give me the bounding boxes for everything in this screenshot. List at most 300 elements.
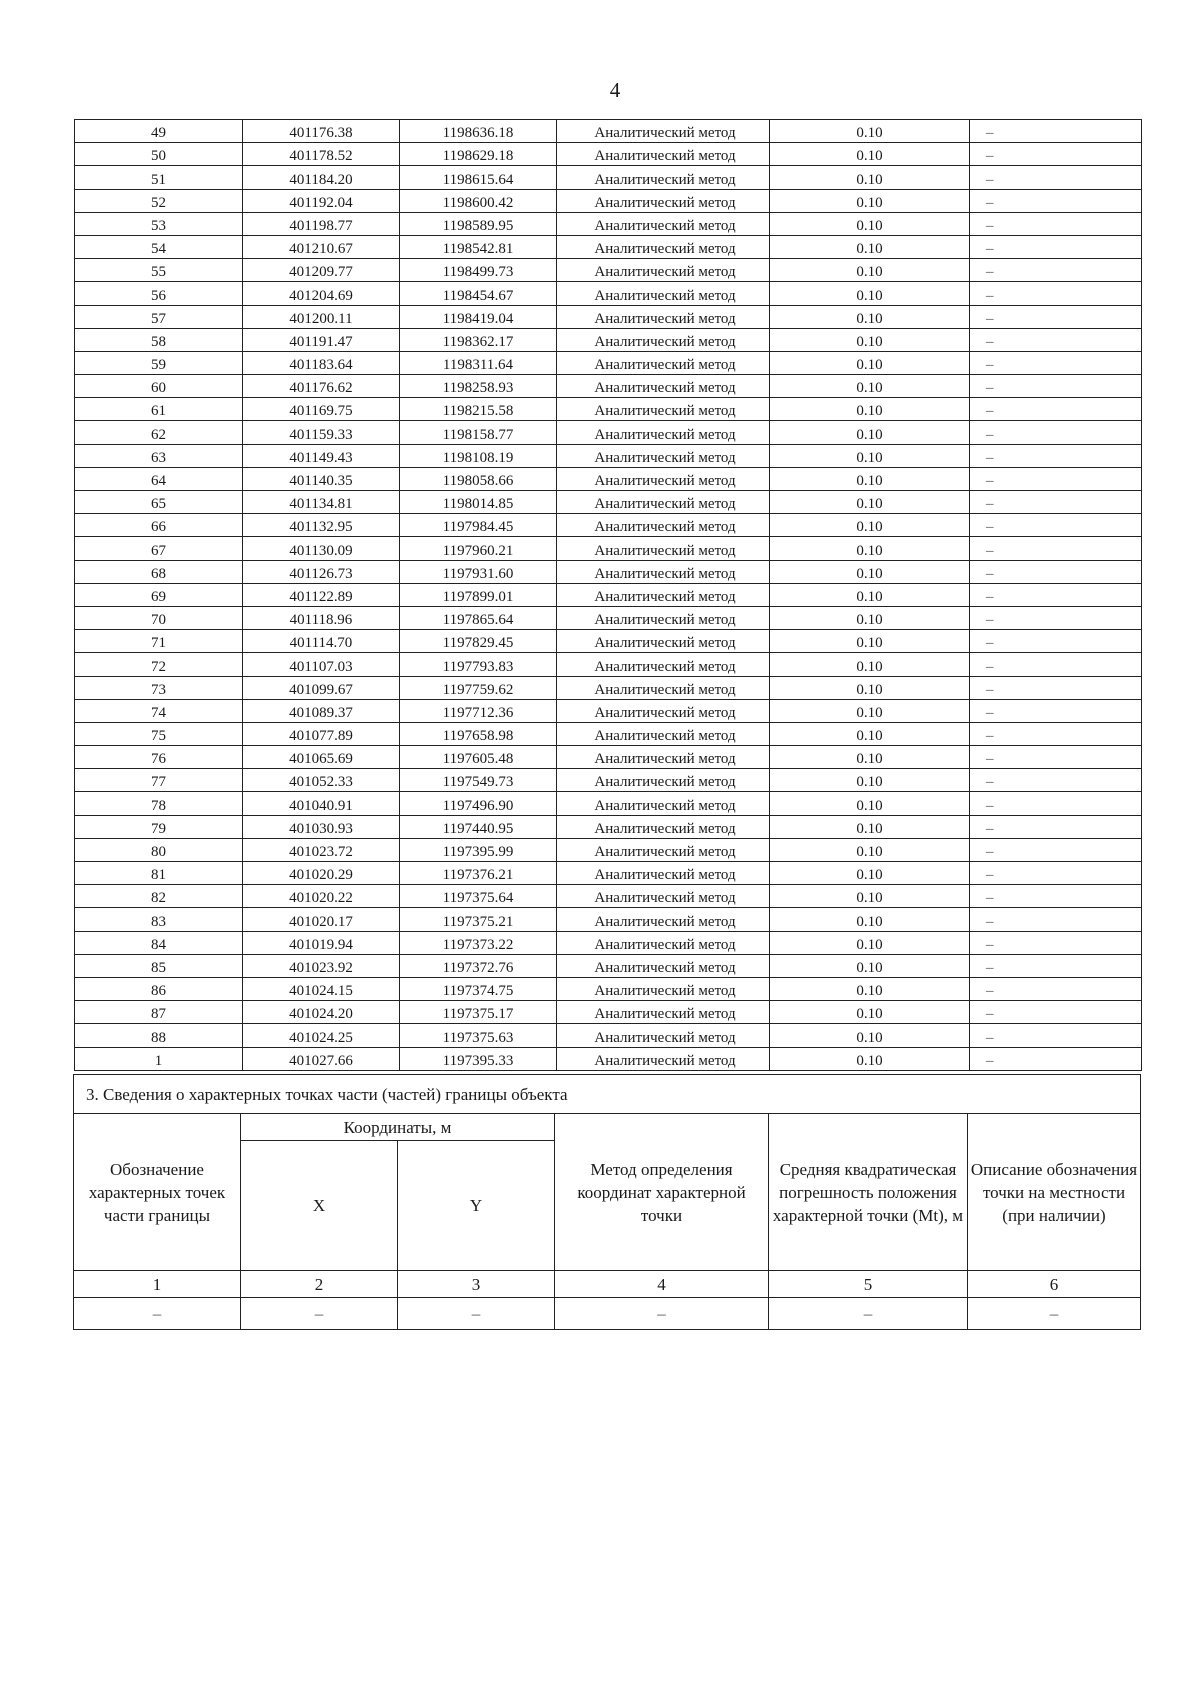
error-cell: 0.10 xyxy=(770,815,970,838)
error-cell: 0.10 xyxy=(770,769,970,792)
point-number: 77 xyxy=(75,769,243,792)
error-cell: 0.10 xyxy=(770,746,970,769)
coordinate-x: 401204.69 xyxy=(243,282,400,305)
method-cell: Аналитический метод xyxy=(557,375,770,398)
error-cell: 0.10 xyxy=(770,514,970,537)
method-cell: Аналитический метод xyxy=(557,1001,770,1024)
point-number: 59 xyxy=(75,351,243,374)
method-cell: Аналитический метод xyxy=(557,1024,770,1047)
table-row xyxy=(75,166,1142,189)
coordinate-y: 1198108.19 xyxy=(400,444,557,467)
table-row xyxy=(75,885,1142,908)
point-number: 87 xyxy=(75,1001,243,1024)
table-row xyxy=(75,954,1142,977)
coordinate-x: 401132.95 xyxy=(243,514,400,537)
description-cell: – xyxy=(970,583,1142,606)
point-number: 1 xyxy=(75,1047,243,1070)
method-cell: Аналитический метод xyxy=(557,699,770,722)
coordinate-y: 1198311.64 xyxy=(400,351,557,374)
coordinate-y: 1197375.17 xyxy=(400,1001,557,1024)
table-row xyxy=(75,375,1142,398)
coordinate-y: 1197759.62 xyxy=(400,676,557,699)
coordinate-x: 401178.52 xyxy=(243,143,400,166)
empty-cell: – xyxy=(241,1298,398,1330)
point-number: 60 xyxy=(75,375,243,398)
coordinate-x: 401024.25 xyxy=(243,1024,400,1047)
table-row xyxy=(75,606,1142,629)
table-row xyxy=(75,862,1142,885)
point-number: 66 xyxy=(75,514,243,537)
description-cell: – xyxy=(970,885,1142,908)
description-cell: – xyxy=(970,862,1142,885)
coordinate-y: 1198362.17 xyxy=(400,328,557,351)
method-cell: Аналитический метод xyxy=(557,166,770,189)
description-cell: – xyxy=(970,908,1142,931)
coordinate-x: 401169.75 xyxy=(243,398,400,421)
coordinate-x: 401030.93 xyxy=(243,815,400,838)
point-number: 75 xyxy=(75,722,243,745)
coordinate-x: 401176.62 xyxy=(243,375,400,398)
coordinate-x: 401192.04 xyxy=(243,189,400,212)
coordinate-x: 401077.89 xyxy=(243,722,400,745)
error-cell: 0.10 xyxy=(770,862,970,885)
error-cell: 0.10 xyxy=(770,1024,970,1047)
coordinate-x: 401122.89 xyxy=(243,583,400,606)
coordinate-y: 1197375.63 xyxy=(400,1024,557,1047)
coordinate-y: 1197865.64 xyxy=(400,606,557,629)
table-row xyxy=(75,1047,1142,1070)
coordinate-x: 401020.17 xyxy=(243,908,400,931)
point-number: 52 xyxy=(75,189,243,212)
coordinate-y: 1197658.98 xyxy=(400,722,557,745)
table-row xyxy=(75,815,1142,838)
method-cell: Аналитический метод xyxy=(557,954,770,977)
description-cell: – xyxy=(970,954,1142,977)
point-number: 58 xyxy=(75,328,243,351)
coordinate-x: 401114.70 xyxy=(243,630,400,653)
coordinate-x: 401040.91 xyxy=(243,792,400,815)
description-cell: – xyxy=(970,120,1142,143)
description-cell: – xyxy=(970,1024,1142,1047)
point-number: 86 xyxy=(75,977,243,1000)
method-cell: Аналитический метод xyxy=(557,467,770,490)
coordinate-x: 401052.33 xyxy=(243,769,400,792)
description-cell: – xyxy=(970,699,1142,722)
point-number: 88 xyxy=(75,1024,243,1047)
error-cell: 0.10 xyxy=(770,537,970,560)
coordinate-y: 1198499.73 xyxy=(400,259,557,282)
empty-cell: – xyxy=(74,1298,241,1330)
description-cell: – xyxy=(970,676,1142,699)
method-cell: Аналитический метод xyxy=(557,977,770,1000)
table-row xyxy=(75,630,1142,653)
description-cell: – xyxy=(970,746,1142,769)
method-cell: Аналитический метод xyxy=(557,189,770,212)
table-row xyxy=(75,212,1142,235)
coordinate-x: 401089.37 xyxy=(243,699,400,722)
column-number-1: 1 xyxy=(74,1271,241,1298)
point-number: 50 xyxy=(75,143,243,166)
coordinate-y: 1197549.73 xyxy=(400,769,557,792)
coordinate-y: 1198258.93 xyxy=(400,375,557,398)
table-row xyxy=(75,120,1142,143)
method-cell: Аналитический метод xyxy=(557,282,770,305)
point-number: 76 xyxy=(75,746,243,769)
point-number: 84 xyxy=(75,931,243,954)
table-row xyxy=(75,282,1142,305)
header-y: Y xyxy=(398,1141,555,1271)
empty-cell: – xyxy=(769,1298,968,1330)
coordinate-x: 401176.38 xyxy=(243,120,400,143)
error-cell: 0.10 xyxy=(770,235,970,258)
point-number: 70 xyxy=(75,606,243,629)
method-cell: Аналитический метод xyxy=(557,421,770,444)
error-cell: 0.10 xyxy=(770,1047,970,1070)
error-cell: 0.10 xyxy=(770,259,970,282)
description-cell: – xyxy=(970,769,1142,792)
coordinate-y: 1197395.33 xyxy=(400,1047,557,1070)
point-number: 67 xyxy=(75,537,243,560)
coordinate-y: 1198454.67 xyxy=(400,282,557,305)
table-row xyxy=(75,1024,1142,1047)
error-cell: 0.10 xyxy=(770,699,970,722)
description-cell: – xyxy=(970,166,1142,189)
table-row xyxy=(75,838,1142,861)
description-cell: – xyxy=(970,421,1142,444)
table-row xyxy=(75,676,1142,699)
table-row xyxy=(75,931,1142,954)
point-number: 82 xyxy=(75,885,243,908)
method-cell: Аналитический метод xyxy=(557,722,770,745)
description-cell: – xyxy=(970,259,1142,282)
coordinate-x: 401210.67 xyxy=(243,235,400,258)
coordinate-y: 1198058.66 xyxy=(400,467,557,490)
description-cell: – xyxy=(970,398,1142,421)
coordinate-x: 401107.03 xyxy=(243,653,400,676)
coordinate-y: 1197605.48 xyxy=(400,746,557,769)
coordinate-y: 1197440.95 xyxy=(400,815,557,838)
error-cell: 0.10 xyxy=(770,282,970,305)
error-cell: 0.10 xyxy=(770,351,970,374)
method-cell: Аналитический метод xyxy=(557,815,770,838)
header-point-designation: Обозначение характерных точек части границы xyxy=(74,1114,241,1271)
coordinate-x: 401149.43 xyxy=(243,444,400,467)
method-cell: Аналитический метод xyxy=(557,862,770,885)
coordinate-x: 401020.29 xyxy=(243,862,400,885)
method-cell: Аналитический метод xyxy=(557,746,770,769)
description-cell: – xyxy=(970,838,1142,861)
coordinate-y: 1197372.76 xyxy=(400,954,557,977)
error-cell: 0.10 xyxy=(770,189,970,212)
method-cell: Аналитический метод xyxy=(557,235,770,258)
description-cell: – xyxy=(970,491,1142,514)
section3-table xyxy=(73,1074,1141,1330)
description-cell: – xyxy=(970,560,1142,583)
error-cell: 0.10 xyxy=(770,792,970,815)
point-number: 73 xyxy=(75,676,243,699)
method-cell: Аналитический метод xyxy=(557,653,770,676)
table-row xyxy=(75,537,1142,560)
coordinate-x: 401191.47 xyxy=(243,328,400,351)
method-cell: Аналитический метод xyxy=(557,351,770,374)
table-row xyxy=(75,514,1142,537)
error-cell: 0.10 xyxy=(770,977,970,1000)
point-number: 55 xyxy=(75,259,243,282)
coordinates-table xyxy=(74,119,1142,1071)
description-cell: – xyxy=(970,212,1142,235)
table-row xyxy=(75,143,1142,166)
table-row xyxy=(75,189,1142,212)
table-row xyxy=(75,491,1142,514)
method-cell: Аналитический метод xyxy=(557,212,770,235)
table-row xyxy=(75,398,1142,421)
error-cell: 0.10 xyxy=(770,212,970,235)
method-cell: Аналитический метод xyxy=(557,769,770,792)
method-cell: Аналитический метод xyxy=(557,305,770,328)
method-cell: Аналитический метод xyxy=(557,1047,770,1070)
coordinate-x: 401200.11 xyxy=(243,305,400,328)
empty-cell: – xyxy=(555,1298,769,1330)
coordinate-x: 401159.33 xyxy=(243,421,400,444)
coordinate-y: 1198215.58 xyxy=(400,398,557,421)
method-cell: Аналитический метод xyxy=(557,630,770,653)
coordinate-y: 1198589.95 xyxy=(400,212,557,235)
point-number: 80 xyxy=(75,838,243,861)
coordinate-y: 1197960.21 xyxy=(400,537,557,560)
table-row xyxy=(75,421,1142,444)
coordinate-x: 401020.22 xyxy=(243,885,400,908)
point-number: 83 xyxy=(75,908,243,931)
error-cell: 0.10 xyxy=(770,676,970,699)
method-cell: Аналитический метод xyxy=(557,120,770,143)
description-cell: – xyxy=(970,630,1142,653)
table-row xyxy=(75,259,1142,282)
error-cell: 0.10 xyxy=(770,653,970,676)
method-cell: Аналитический метод xyxy=(557,259,770,282)
coordinate-y: 1197712.36 xyxy=(400,699,557,722)
description-cell: – xyxy=(970,653,1142,676)
point-number: 65 xyxy=(75,491,243,514)
coordinate-y: 1198615.64 xyxy=(400,166,557,189)
method-cell: Аналитический метод xyxy=(557,491,770,514)
table-row xyxy=(75,908,1142,931)
method-cell: Аналитический метод xyxy=(557,560,770,583)
table-row xyxy=(75,977,1142,1000)
description-cell: – xyxy=(970,467,1142,490)
coordinate-x: 401140.35 xyxy=(243,467,400,490)
method-cell: Аналитический метод xyxy=(557,537,770,560)
description-cell: – xyxy=(970,815,1142,838)
description-cell: – xyxy=(970,931,1142,954)
coordinate-x: 401126.73 xyxy=(243,560,400,583)
coordinate-x: 401019.94 xyxy=(243,931,400,954)
description-cell: – xyxy=(970,606,1142,629)
point-number: 68 xyxy=(75,560,243,583)
description-cell: – xyxy=(970,1001,1142,1024)
method-cell: Аналитический метод xyxy=(557,838,770,861)
error-cell: 0.10 xyxy=(770,491,970,514)
coordinate-y: 1197984.45 xyxy=(400,514,557,537)
header-coordinates: Координаты, м xyxy=(241,1114,555,1141)
coordinate-y: 1197899.01 xyxy=(400,583,557,606)
page-number: 4 xyxy=(609,78,621,102)
coordinate-y: 1197374.75 xyxy=(400,977,557,1000)
error-cell: 0.10 xyxy=(770,560,970,583)
error-cell: 0.10 xyxy=(770,908,970,931)
column-number-2: 2 xyxy=(241,1271,398,1298)
error-cell: 0.10 xyxy=(770,143,970,166)
point-number: 62 xyxy=(75,421,243,444)
coordinate-x: 401118.96 xyxy=(243,606,400,629)
error-cell: 0.10 xyxy=(770,722,970,745)
description-cell: – xyxy=(970,189,1142,212)
coordinate-y: 1197373.22 xyxy=(400,931,557,954)
method-cell: Аналитический метод xyxy=(557,676,770,699)
description-cell: – xyxy=(970,351,1142,374)
table-row xyxy=(75,235,1142,258)
description-cell: – xyxy=(970,1047,1142,1070)
error-cell: 0.10 xyxy=(770,583,970,606)
error-cell: 0.10 xyxy=(770,398,970,421)
method-cell: Аналитический метод xyxy=(557,583,770,606)
error-cell: 0.10 xyxy=(770,120,970,143)
table-row xyxy=(75,746,1142,769)
point-number: 54 xyxy=(75,235,243,258)
coordinate-y: 1197376.21 xyxy=(400,862,557,885)
header-method: Метод определения координат характерной точки xyxy=(555,1114,769,1271)
point-number: 57 xyxy=(75,305,243,328)
point-number: 74 xyxy=(75,699,243,722)
table-row xyxy=(75,699,1142,722)
point-number: 61 xyxy=(75,398,243,421)
table-row xyxy=(75,351,1142,374)
description-cell: – xyxy=(970,282,1142,305)
error-cell: 0.10 xyxy=(770,305,970,328)
empty-cell: – xyxy=(398,1298,555,1330)
point-number: 56 xyxy=(75,282,243,305)
point-number: 51 xyxy=(75,166,243,189)
error-cell: 0.10 xyxy=(770,630,970,653)
table-row xyxy=(75,1001,1142,1024)
coordinate-y: 1198014.85 xyxy=(400,491,557,514)
coordinate-x: 401183.64 xyxy=(243,351,400,374)
point-number: 53 xyxy=(75,212,243,235)
table-row xyxy=(75,328,1142,351)
error-cell: 0.10 xyxy=(770,885,970,908)
description-cell: – xyxy=(970,722,1142,745)
coordinate-y: 1198600.42 xyxy=(400,189,557,212)
error-cell: 0.10 xyxy=(770,1001,970,1024)
error-cell: 0.10 xyxy=(770,375,970,398)
method-cell: Аналитический метод xyxy=(557,444,770,467)
coordinate-x: 401099.67 xyxy=(243,676,400,699)
header-description: Описание обозначения точки на местности (при наличии) xyxy=(968,1114,1141,1271)
error-cell: 0.10 xyxy=(770,328,970,351)
point-number: 78 xyxy=(75,792,243,815)
description-cell: – xyxy=(970,305,1142,328)
error-cell: 0.10 xyxy=(770,166,970,189)
table-row xyxy=(75,305,1142,328)
coordinate-x: 401027.66 xyxy=(243,1047,400,1070)
point-number: 85 xyxy=(75,954,243,977)
point-number: 64 xyxy=(75,467,243,490)
point-number: 79 xyxy=(75,815,243,838)
table-row xyxy=(75,792,1142,815)
coordinate-y: 1198419.04 xyxy=(400,305,557,328)
coordinate-y: 1198636.18 xyxy=(400,120,557,143)
coordinate-y: 1197395.99 xyxy=(400,838,557,861)
column-number-4: 4 xyxy=(555,1271,769,1298)
coordinate-x: 401130.09 xyxy=(243,537,400,560)
coordinate-y: 1198158.77 xyxy=(400,421,557,444)
point-number: 69 xyxy=(75,583,243,606)
header-x: X xyxy=(241,1141,398,1271)
table-row xyxy=(75,769,1142,792)
table-row xyxy=(75,583,1142,606)
coordinate-x: 401065.69 xyxy=(243,746,400,769)
point-number: 71 xyxy=(75,630,243,653)
description-cell: – xyxy=(970,375,1142,398)
error-cell: 0.10 xyxy=(770,421,970,444)
description-cell: – xyxy=(970,143,1142,166)
method-cell: Аналитический метод xyxy=(557,328,770,351)
error-cell: 0.10 xyxy=(770,954,970,977)
point-number: 63 xyxy=(75,444,243,467)
method-cell: Аналитический метод xyxy=(557,514,770,537)
coordinates-table-body xyxy=(75,120,1142,1071)
coordinate-y: 1197496.90 xyxy=(400,792,557,815)
method-cell: Аналитический метод xyxy=(557,885,770,908)
table-row xyxy=(75,444,1142,467)
header-error: Средняя квадратическая погрешность положения характерной точки (Mt), м xyxy=(769,1114,968,1271)
method-cell: Аналитический метод xyxy=(557,398,770,421)
table-row xyxy=(75,722,1142,745)
coordinate-x: 401024.20 xyxy=(243,1001,400,1024)
table-row xyxy=(75,467,1142,490)
error-cell: 0.10 xyxy=(770,467,970,490)
point-number: 72 xyxy=(75,653,243,676)
table-row xyxy=(75,560,1142,583)
empty-cell: – xyxy=(968,1298,1141,1330)
coordinate-x: 401024.15 xyxy=(243,977,400,1000)
description-cell: – xyxy=(970,514,1142,537)
description-cell: – xyxy=(970,444,1142,467)
coordinate-x: 401209.77 xyxy=(243,259,400,282)
table-row xyxy=(75,653,1142,676)
point-number: 81 xyxy=(75,862,243,885)
description-cell: – xyxy=(970,328,1142,351)
coordinate-x: 401023.72 xyxy=(243,838,400,861)
coordinate-y: 1197375.64 xyxy=(400,885,557,908)
coordinate-y: 1198542.81 xyxy=(400,235,557,258)
coordinate-x: 401198.77 xyxy=(243,212,400,235)
error-cell: 0.10 xyxy=(770,838,970,861)
coordinate-x: 401184.20 xyxy=(243,166,400,189)
description-cell: – xyxy=(970,792,1142,815)
coordinate-y: 1197793.83 xyxy=(400,653,557,676)
description-cell: – xyxy=(970,235,1142,258)
error-cell: 0.10 xyxy=(770,606,970,629)
method-cell: Аналитический метод xyxy=(557,606,770,629)
error-cell: 0.10 xyxy=(770,931,970,954)
coordinate-x: 401134.81 xyxy=(243,491,400,514)
method-cell: Аналитический метод xyxy=(557,792,770,815)
method-cell: Аналитический метод xyxy=(557,143,770,166)
column-number-5: 5 xyxy=(769,1271,968,1298)
coordinate-y: 1197829.45 xyxy=(400,630,557,653)
method-cell: Аналитический метод xyxy=(557,908,770,931)
point-number: 49 xyxy=(75,120,243,143)
